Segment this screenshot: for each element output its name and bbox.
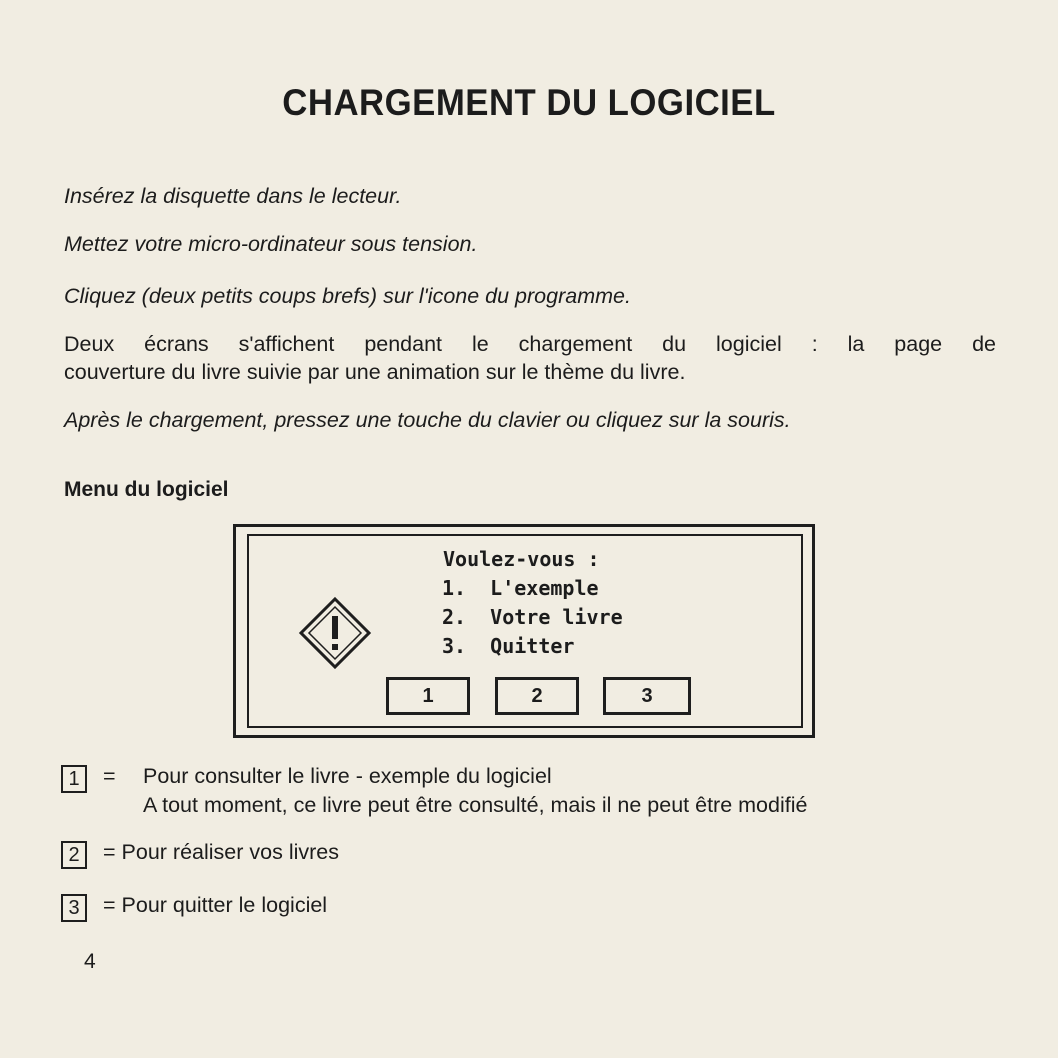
legend-text-1: Pour consulter le livre - exemple du logiciel <box>143 764 552 788</box>
legend-key-3: 3 <box>61 894 87 922</box>
paragraph-loading-line2: couverture du livre suivie par une animation sur le thème du livre. <box>64 360 686 384</box>
legend-text-3: = Pour quitter le logiciel <box>103 893 328 917</box>
instruction-click-icon: Cliquez (deux petits coups brefs) sur l'icone du programme. <box>64 284 631 308</box>
instruction-power-on: Mettez votre micro-ordinateur sous tension. <box>64 232 478 256</box>
choice-button-2[interactable]: 2 <box>495 677 579 715</box>
dialog-option-your-book: 2. Votre livre <box>442 605 623 629</box>
instruction-insert-disk: Insérez la disquette dans le lecteur. <box>64 184 402 208</box>
page-title: CHARGEMENT DU LOGICIEL <box>282 82 776 123</box>
choice-button-3[interactable]: 3 <box>603 677 691 715</box>
legend-equals-1: = <box>103 764 116 788</box>
dialog-prompt: Voulez-vous : <box>443 547 600 571</box>
legend-key-1: 1 <box>61 765 87 793</box>
menu-heading: Menu du logiciel <box>64 478 229 501</box>
warning-icon <box>298 596 372 670</box>
legend-key-2: 2 <box>61 841 87 869</box>
dialog-option-example: 1. L'exemple <box>442 576 599 600</box>
instruction-after-loading: Après le chargement, pressez une touche du clavier ou cliquez sur la souris. <box>64 408 791 432</box>
choice-button-1[interactable]: 1 <box>386 677 470 715</box>
page-number: 4 <box>84 950 96 973</box>
legend-text-2: = Pour réaliser vos livres <box>103 840 339 864</box>
dialog-option-quit: 3. Quitter <box>442 634 575 658</box>
legend-text-1-note: A tout moment, ce livre peut être consulté, mais il ne peut être modifié <box>143 793 808 817</box>
paragraph-loading-line1: Deux écrans s'affichent pendant le chargement du logiciel : la page de <box>64 332 996 356</box>
